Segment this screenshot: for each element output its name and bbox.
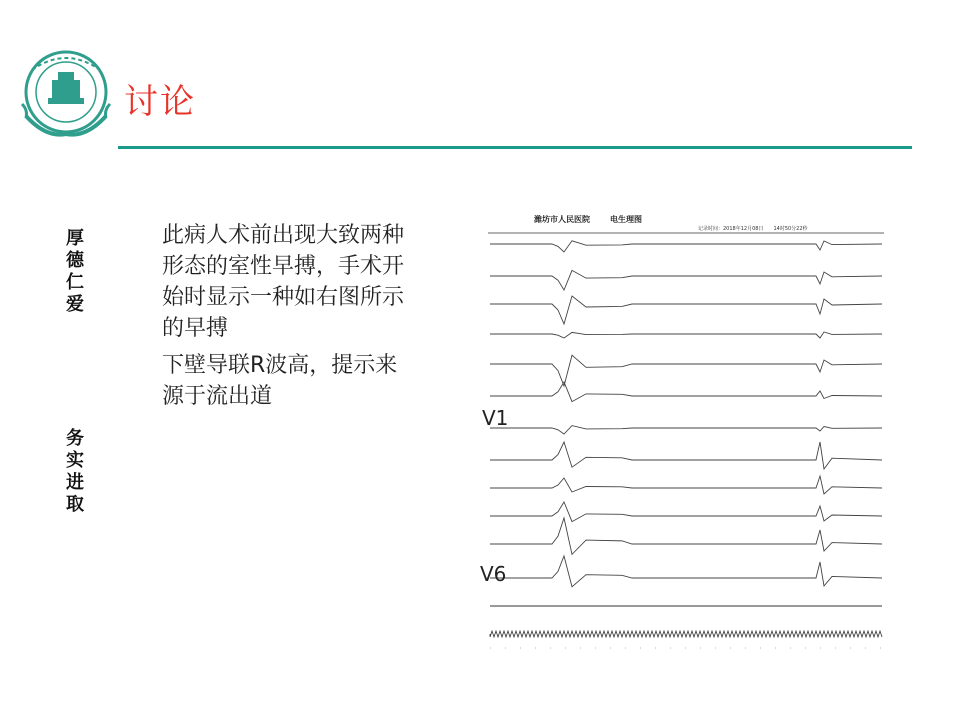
ecg-lead-trace bbox=[490, 382, 882, 402]
motto-char: 取 bbox=[66, 494, 84, 515]
motto-char: 实 bbox=[66, 450, 84, 471]
hospital-emblem-icon bbox=[18, 46, 118, 142]
ecg-lead-trace bbox=[490, 556, 882, 587]
lead-label-v1: V1 bbox=[482, 406, 509, 430]
ecg-lead-trace bbox=[490, 270, 882, 290]
ecg-recording bbox=[488, 208, 884, 654]
paragraph: 下壁导联R波高，提示来源于流出道 bbox=[162, 353, 398, 409]
lead-label-v6: V6 bbox=[480, 562, 507, 586]
ecg-stim-trace bbox=[490, 631, 882, 637]
ecg-lead-trace bbox=[490, 426, 882, 434]
ecg-lead-trace bbox=[490, 476, 882, 494]
motto-bottom bbox=[60, 428, 90, 516]
motto-top bbox=[60, 228, 90, 316]
ecg-lead-trace bbox=[490, 442, 882, 469]
motto-char: 爱 bbox=[66, 294, 84, 315]
motto-char: 进 bbox=[66, 472, 84, 493]
paragraph: 此病人术前出现大致两种形态的室性早搏，手术开始时显示一种如右图所示的早搏 bbox=[162, 223, 405, 341]
motto-char: 仁 bbox=[66, 272, 84, 293]
ecg-header-hospital: 潍坊市人民医院 bbox=[534, 215, 590, 224]
ecg-lead-trace bbox=[490, 241, 882, 252]
motto-char: 德 bbox=[66, 250, 84, 271]
ecg-traces bbox=[490, 241, 882, 648]
ecg-header-time: 记录时间：2018年12月08日 14时50分22秒 bbox=[698, 226, 808, 232]
ecg-lead-trace bbox=[490, 518, 882, 554]
ecg-header-title: 电生理图 bbox=[610, 215, 642, 224]
ecg-lead-trace bbox=[490, 355, 882, 386]
ecg-lead-trace bbox=[490, 332, 882, 338]
ecg-lead-trace bbox=[490, 502, 882, 522]
ecg-lead-trace bbox=[490, 296, 882, 324]
title-divider bbox=[118, 146, 912, 149]
page-title: 讨论 bbox=[124, 82, 196, 122]
motto-char: 务 bbox=[66, 428, 84, 449]
discussion-text bbox=[162, 220, 412, 412]
motto-char: 厚 bbox=[66, 228, 84, 249]
